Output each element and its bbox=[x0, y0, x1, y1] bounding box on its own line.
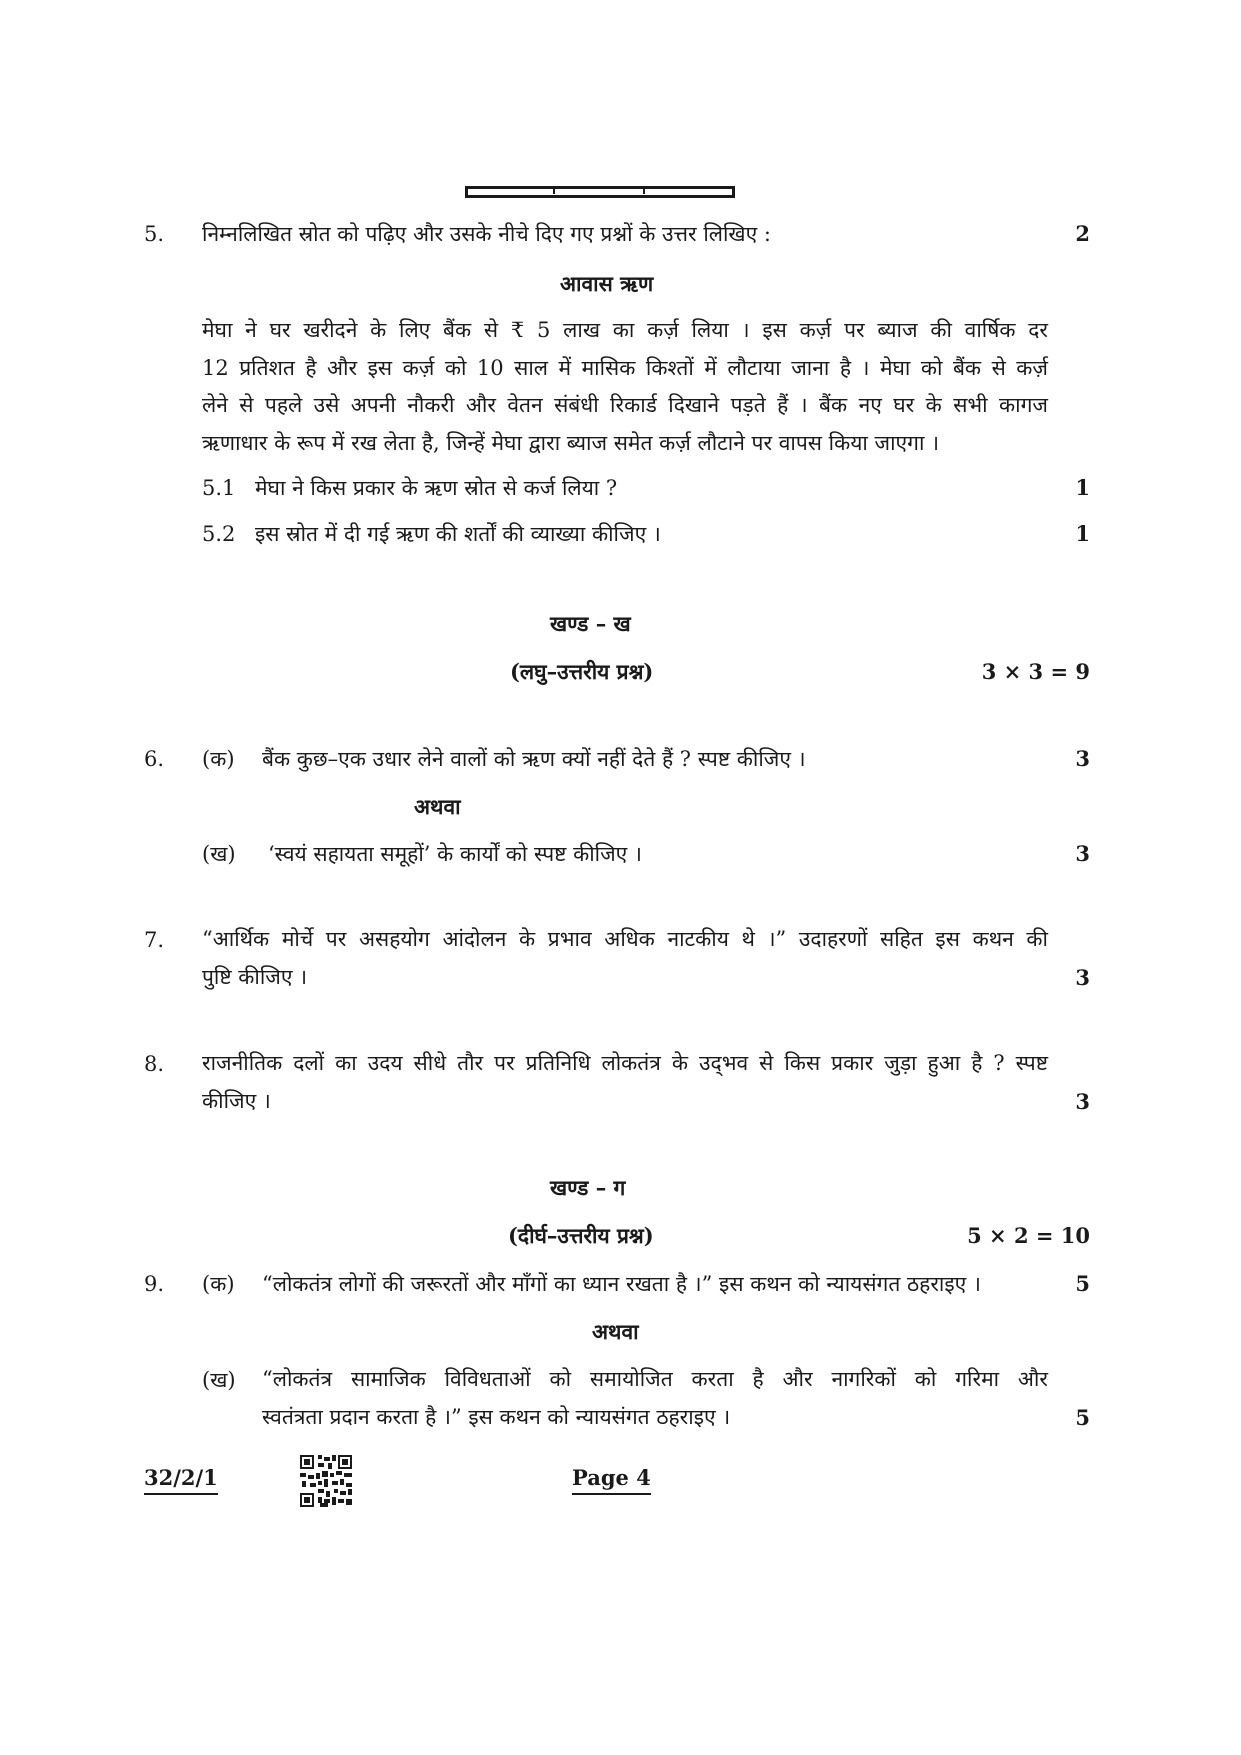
question-9-b-line: “लोकतंत्र सामाजिक विविधताओं को समायोजित करता है और नागरिकों को गरिमा और bbox=[262, 1367, 1048, 1391]
question-6-b-label: (ख) bbox=[202, 842, 236, 866]
footer-page bbox=[572, 1466, 651, 1490]
paragraph-line: 12 प्रतिशत है और इस कर्ज़ को 10 साल में मासिक किश्तों में लौटाया जाना है । मेघा को बैंक से कर्ज़ bbox=[202, 355, 1048, 380]
decoration-tick bbox=[553, 186, 555, 194]
question-7-line: पुष्टि कीजिए । bbox=[202, 964, 308, 989]
paragraph-line: मेघा ने घर खरीदने के लिए बैंक से ₹ 5 लाख का कर्ज़ लिया । इस कर्ज़ पर ब्याज की वार्षिक दर bbox=[202, 318, 1048, 342]
question-9-number: 9. bbox=[144, 1272, 165, 1296]
footer-paper-code bbox=[144, 1466, 218, 1490]
question-7-text bbox=[202, 921, 1048, 996]
question-6-or: अथवा bbox=[414, 794, 461, 819]
question-6-number: 6. bbox=[144, 747, 165, 771]
question-6-b-text: ‘स्वयं सहायता समूहों’ के कार्यों को स्पष्ट कीजिए । bbox=[268, 842, 642, 866]
question-9-b-marks: 5 bbox=[1075, 1405, 1090, 1430]
decoration-tick bbox=[643, 186, 645, 194]
question-9-b-line: स्वतंत्रता प्रदान करता है ।” इस कथन को न्यायसंगत ठहराइए । bbox=[262, 1404, 731, 1429]
question-9-a-marks: 5 bbox=[1075, 1271, 1090, 1296]
section-b-scheme: 3 × 3 = 9 bbox=[981, 659, 1090, 684]
question-9-or: अथवा bbox=[592, 1319, 639, 1344]
subquestion-5-1-text: मेघा ने किस प्रकार के ऋण स्रोत से कर्ज लिया ? bbox=[255, 476, 618, 500]
question-6-b-marks: 3 bbox=[1075, 841, 1090, 866]
source-title: आवास ऋण bbox=[560, 271, 654, 296]
question-5-marks: 2 bbox=[1075, 221, 1090, 246]
question-8-marks: 3 bbox=[1075, 1089, 1090, 1114]
question-7-marks: 3 bbox=[1075, 965, 1090, 990]
paper-code-text: 32/2/1 bbox=[144, 1465, 218, 1495]
question-6-a-text: बैंक कुछ–एक उधार लेने वालों को ऋण क्यों नहीं देते हैं ? स्पष्ट कीजिए । bbox=[262, 747, 806, 771]
section-c-title: खण्ड – ग bbox=[550, 1175, 626, 1200]
paragraph-line: ऋणाधार के रूप में रख लेता है, जिन्हें मेघा द्वारा ब्याज समेत कर्ज़ लौटाने पर वापस किया जाएगा । bbox=[202, 430, 940, 455]
section-c-subtitle: (दीर्घ–उत्तरीय प्रश्न) bbox=[508, 1223, 654, 1248]
question-9-b-label: (ख) bbox=[202, 1368, 236, 1392]
subquestion-5-2-number: 5.2 bbox=[202, 522, 236, 546]
question-9-b-text bbox=[262, 1361, 1048, 1436]
subquestion-5-1-number: 5.1 bbox=[202, 476, 236, 500]
question-8-line: राजनीतिक दलों का उदय सीधे तौर पर प्रतिनिधि लोकतंत्र के उद्‌भव से किस प्रकार जुड़ा हुआ है ? स्पष्ट bbox=[202, 1051, 1048, 1075]
question-8-text bbox=[202, 1045, 1048, 1120]
section-b-subtitle: (लघु–उत्तरीय प्रश्न) bbox=[510, 659, 654, 684]
subquestion-5-1-marks: 1 bbox=[1075, 475, 1090, 500]
paragraph-line: लेने से पहले उसे अपनी नौकरी और वेतन संबंधी रिकार्ड दिखाने पड़ते हैं । बैंक नए घर के सभी कागज bbox=[202, 393, 1048, 417]
question-8-number: 8. bbox=[144, 1052, 165, 1076]
question-5-number: 5. bbox=[144, 222, 165, 246]
question-6-a-marks: 3 bbox=[1075, 746, 1090, 771]
question-9-a-label: (क) bbox=[202, 1272, 235, 1296]
question-8-line: कीजिए । bbox=[202, 1088, 271, 1113]
question-7-line: “आर्थिक मोर्चे पर असहयोग आंदोलन के प्रभाव अधिक नाटकीय थे ।” उदाहरणों सहित इस कथन की bbox=[202, 927, 1048, 951]
qr-code-icon bbox=[300, 1455, 352, 1507]
subquestion-5-2-text: इस स्रोत में दी गई ऋण की शर्तों की व्याख्या कीजिए । bbox=[255, 522, 661, 546]
section-c-scheme: 5 × 2 = 10 bbox=[967, 1223, 1090, 1248]
section-b-title: खण्ड – ख bbox=[550, 611, 631, 636]
source-paragraph bbox=[202, 312, 1048, 462]
question-5-prompt: निम्नलिखित स्रोत को पढ़िए और उसके नीचे दिए गए प्रश्नों के उत्तर लिखिए : bbox=[202, 222, 771, 246]
subquestion-5-2-marks: 1 bbox=[1075, 521, 1090, 546]
page-number-text: Page 4 bbox=[572, 1465, 651, 1495]
top-decoration-bar bbox=[465, 186, 735, 198]
question-6-a-label: (क) bbox=[202, 747, 235, 771]
question-7-number: 7. bbox=[144, 928, 165, 952]
question-9-a-text: “लोकतंत्र लोगों की जरूरतों और माँगों का ध्यान रखता है ।” इस कथन को न्यायसंगत ठहराइए । bbox=[262, 1272, 981, 1296]
